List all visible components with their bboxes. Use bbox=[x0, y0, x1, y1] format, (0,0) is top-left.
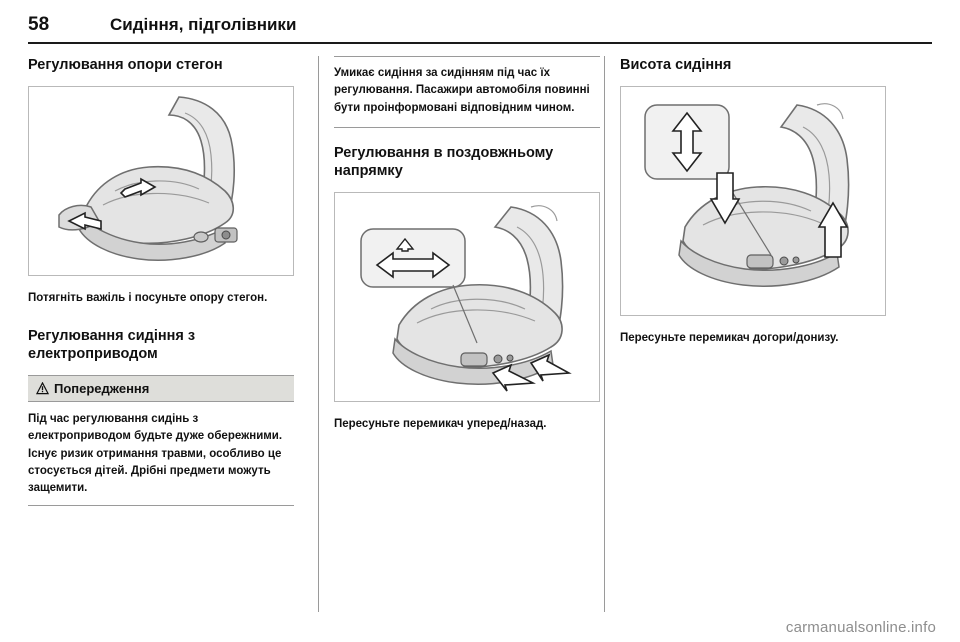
caption-thigh-support: Потягніть важіль і посуньте опору стегон. bbox=[28, 292, 268, 305]
seat-longitudinal-adjustment-illustration bbox=[334, 192, 600, 402]
column-3 bbox=[620, 56, 886, 612]
seat-height-adjustment-illustration bbox=[620, 86, 886, 316]
note-block: Умикає сидіння за сидінням під час їх регулювання. Пасажири автомобіля повинні бути проінформовані відповідним чином. bbox=[334, 56, 600, 128]
column-2 bbox=[334, 56, 600, 612]
page-title: Сидіння, підголівники bbox=[110, 15, 297, 34]
warning-text: Під час регулювання сидінь з електроприводом будьте дуже обережними. Існує ризик отримання травми, особливо це стосується дітей. Дрібні предмети можуть защемити. bbox=[28, 413, 283, 495]
section-heading-thigh-support: Регулювання опори стегон bbox=[28, 57, 223, 73]
warning-block bbox=[28, 375, 294, 506]
warning-triangle-icon bbox=[36, 382, 49, 395]
column-divider-2 bbox=[604, 56, 605, 612]
page-header bbox=[28, 14, 932, 44]
warning-label: Попередження bbox=[54, 381, 150, 397]
caption-seat-height: Пересуньте перемикач догори/донизу. bbox=[620, 332, 839, 345]
column-divider-1 bbox=[318, 56, 319, 612]
section-heading-power-seat: Регулювання сидіння з електроприводом bbox=[28, 327, 196, 362]
section-heading-longitudinal: Регулювання в поздовжньому напрямку bbox=[334, 144, 554, 179]
warning-header bbox=[28, 375, 294, 402]
warning-bottom-rule bbox=[28, 505, 294, 506]
column-1 bbox=[28, 56, 294, 612]
page-number: 58 bbox=[28, 14, 50, 35]
section-heading-seat-height: Висота сидіння bbox=[620, 57, 732, 73]
caption-longitudinal: Пересуньте перемикач уперед/назад. bbox=[334, 418, 547, 430]
seat-thigh-support-illustration bbox=[28, 86, 294, 276]
footer-watermark: carmanualsonline.info bbox=[785, 619, 936, 636]
